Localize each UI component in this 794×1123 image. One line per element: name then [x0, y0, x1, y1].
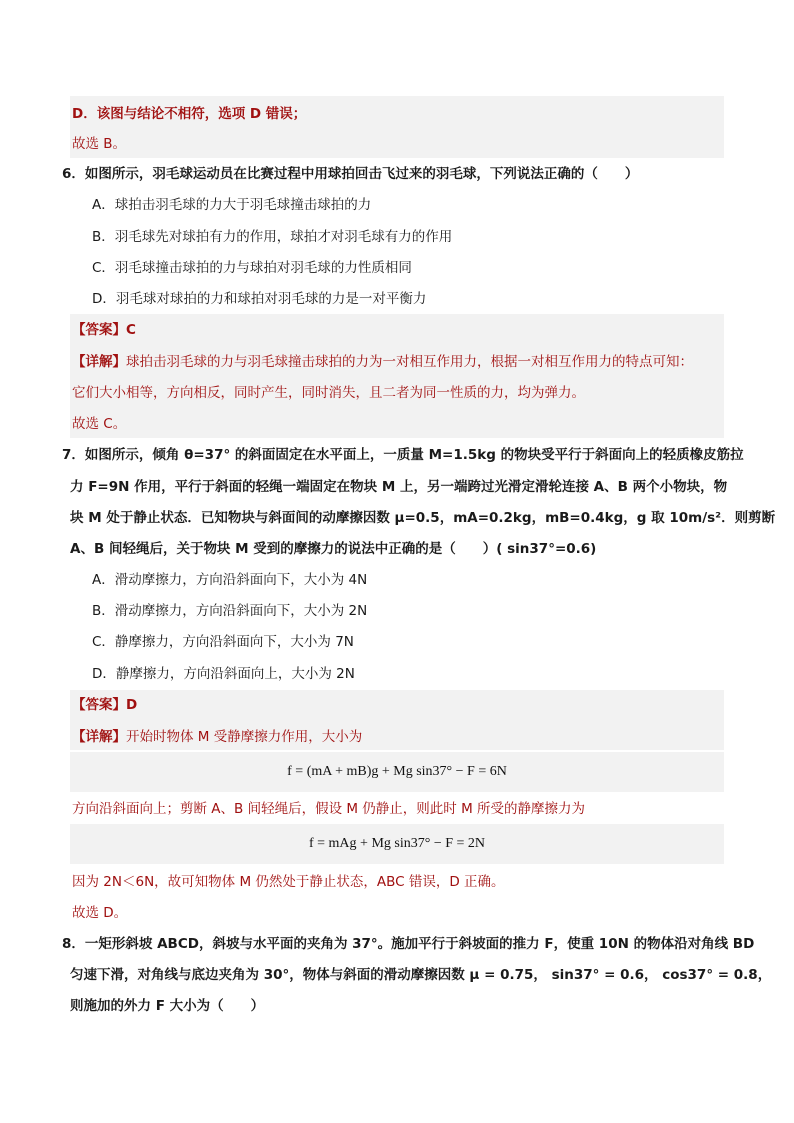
q7-option-d: D．静摩擦力，方向沿斜面向上，大小为 2N [92, 666, 355, 682]
q8-stem-line3: 则施加的外力 F 大小为（ ） [70, 998, 265, 1014]
q7-option-c: C．静摩擦力，方向沿斜面向下，大小为 7N [92, 634, 354, 650]
q7-answer-label: 【答案】 [72, 697, 126, 713]
q6-answer-label: 【答案】 [72, 322, 126, 338]
q6-stem: 6．如图所示，羽毛球运动员在比赛过程中用球拍回击飞过来的羽毛球，下列说法正确的（ ） [62, 166, 639, 182]
q6-detail-label: 【详解】 [72, 354, 126, 370]
q6-option-a: A．球拍击羽毛球的力大于羽毛球撞击球拍的力 [92, 197, 372, 213]
q6-detail-line1 [72, 352, 693, 372]
q6-answer-value: C [126, 322, 136, 338]
q7-detail-line3: 因为 2N＜6N，故可知物体 M 仍然处于静止状态，ABC 错误，D 正确。 [72, 874, 505, 890]
q6-option-d: D．羽毛球对球拍的力和球拍对羽毛球的力是一对平衡力 [92, 291, 427, 307]
q7-detail-label: 【详解】 [72, 729, 126, 745]
q7-stem-line2: 力 F=9N 作用，平行于斜面的轻绳一端固定在物块 M 上，另一端跨过光滑定滑轮连接 A、B 两个小物块，物 [70, 479, 728, 495]
q6-answer-shade [70, 314, 724, 438]
q7-option-b: B．滑动摩擦力，方向沿斜面向下，大小为 2N [92, 603, 368, 619]
q6-detail-line2: 它们大小相等，方向相反，同时产生，同时消失，且二者为同一性质的力，均为弹力。 [72, 385, 585, 401]
q6-conclusion: 故选 C。 [72, 416, 127, 432]
q7-detail-line1 [72, 727, 362, 747]
q7-conclusion: 故选 D。 [72, 905, 128, 921]
q7-formula1: f = (mA + mB)g + Mg sin37° − F = 6N [287, 764, 507, 779]
q8-stem-line2: 匀速下滑，对角线与底边夹角为 30°，物体与斜面的滑动摩擦因数 μ = 0.75， sin37° = 0.6， cos37° = 0.8， [70, 967, 772, 983]
q6-option-c: C．羽毛球撞击球拍的力与球拍对羽毛球的力性质相同 [92, 260, 412, 276]
q5-conclusion: 故选 B。 [72, 136, 127, 152]
q6-answer [72, 320, 136, 340]
q7-option-a: A．滑动摩擦力，方向沿斜面向下，大小为 4N [92, 572, 368, 588]
q7-formula1-box [70, 752, 724, 792]
q6-option-b: B．羽毛球先对球拍有力的作用，球拍才对羽毛球有力的作用 [92, 229, 453, 245]
q7-formula2: f = mAg + Mg sin37° − F = 2N [308, 836, 486, 851]
q5-option-d-analysis: D．该图与结论不相符，选项 D 错误； [72, 106, 307, 122]
q7-answer [72, 695, 137, 715]
q7-detail-text: 开始时物体 M 受静摩擦力作用，大小为 [126, 729, 363, 745]
q7-stem-line1: 7．如图所示，倾角 θ=37° 的斜面固定在水平面上，一质量 M=1.5kg 的物块受平行于斜面向上的轻质橡皮筋拉 [62, 447, 744, 463]
q7-stem-line3: 块 M 处于静止状态．已知物块与斜面间的动摩擦因数 μ=0.5，mA=0.2kg，mB=0.4kg，g 取 10m/s²．则剪断 [70, 510, 776, 526]
q7-answer-value: D [126, 697, 138, 713]
q6-detail-text: 球拍击羽毛球的力与羽毛球撞击球拍的力为一对相互作用力，根据一对相互作用力的特点可知： [126, 354, 693, 370]
q7-detail-line2: 方向沿斜面向上；剪断 A、B 间轻绳后，假设 M 仍静止，则此时 M 所受的静摩擦力为 [72, 801, 586, 817]
q7-stem-line4: A、B 间轻绳后，关于物块 M 受到的摩擦力的说法中正确的是（ ）( sin37°=0.6) [70, 541, 597, 557]
q8-stem-line1: 8．一矩形斜坡 ABCD，斜坡与水平面的夹角为 37°。施加平行于斜坡面的推力 F，使重 10N 的物体沿对角线 BD [62, 936, 755, 952]
q7-formula2-box [70, 824, 724, 864]
